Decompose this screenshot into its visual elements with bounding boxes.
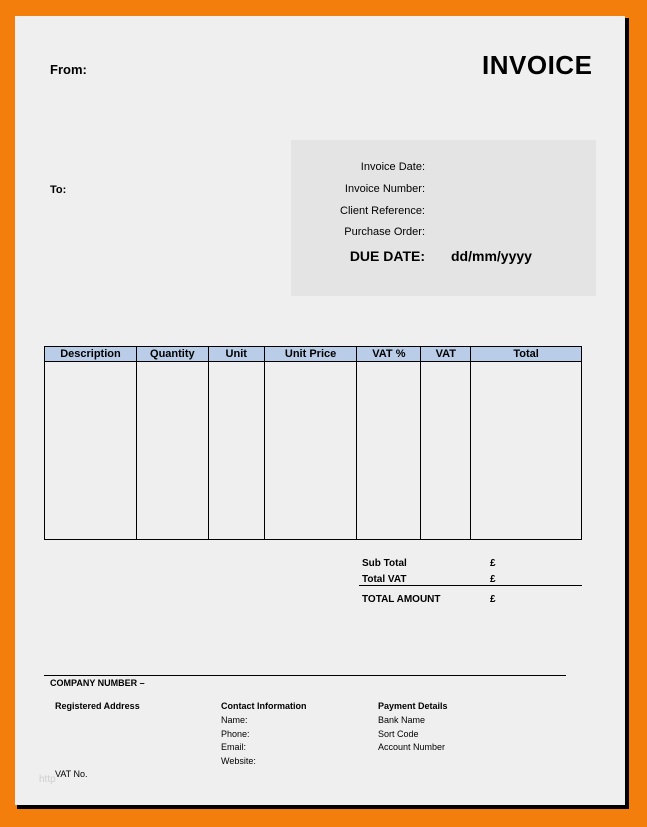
- contact-name: Name:: [221, 715, 248, 725]
- total-vat-label: Total VAT: [362, 574, 407, 585]
- table-cell[interactable]: [421, 362, 471, 540]
- due-date-label: DUE DATE:: [349, 248, 425, 264]
- vat-number: VAT No.: [55, 769, 88, 779]
- sub-total-currency: £: [490, 558, 496, 569]
- total-amount-currency: £: [490, 594, 496, 605]
- table-header-row: [45, 347, 582, 362]
- watermark: http: [39, 774, 56, 785]
- purchase-order-label: Purchase Order:: [344, 226, 425, 238]
- table-cell[interactable]: [471, 362, 582, 540]
- column-header: Unit Price: [264, 347, 357, 362]
- column-header: Quantity: [136, 347, 208, 362]
- bank-name: Bank Name: [378, 715, 426, 725]
- table-cell[interactable]: [45, 362, 137, 540]
- total-amount-label: TOTAL AMOUNT: [362, 594, 441, 605]
- footer-divider: [44, 675, 566, 676]
- page-shadow-right: [625, 18, 629, 808]
- column-header: VAT: [421, 347, 471, 362]
- column-header: Description: [45, 347, 137, 362]
- payment-heading: Payment Details: [378, 701, 448, 711]
- invoice-meta-box: [291, 140, 596, 296]
- invoice-date-label: Invoice Date:: [360, 161, 425, 173]
- line-items-table: [44, 346, 582, 540]
- column-header: Unit: [208, 347, 264, 362]
- column-header: Total: [471, 347, 582, 362]
- contact-phone: Phone:: [221, 729, 250, 739]
- contact-website: Website:: [221, 756, 256, 766]
- sub-total-label: Sub Total: [362, 558, 407, 569]
- client-reference-label: Client Reference:: [340, 205, 425, 217]
- table-cell[interactable]: [208, 362, 264, 540]
- invoice-title: INVOICE: [482, 50, 593, 80]
- account-number: Account Number: [378, 742, 446, 752]
- total-vat-currency: £: [490, 574, 496, 585]
- column-header: VAT %: [357, 347, 421, 362]
- totals-divider: [359, 585, 582, 586]
- table-cell[interactable]: [136, 362, 208, 540]
- contact-heading: Contact Information: [221, 701, 307, 711]
- invoice-page: [15, 16, 625, 805]
- from-label: From:: [50, 62, 87, 77]
- due-date-value: dd/mm/yyyy: [451, 248, 532, 264]
- table-cell[interactable]: [357, 362, 421, 540]
- page-shadow-bottom: [17, 805, 629, 809]
- to-label: To:: [50, 184, 67, 196]
- table-row: [45, 362, 582, 540]
- table-cell[interactable]: [264, 362, 357, 540]
- contact-email: Email:: [221, 742, 247, 752]
- company-number: COMPANY NUMBER –: [50, 678, 145, 688]
- invoice-number-label: Invoice Number:: [344, 183, 425, 195]
- registered-address: Registered Address: [55, 701, 140, 711]
- sort-code: Sort Code: [378, 729, 419, 739]
